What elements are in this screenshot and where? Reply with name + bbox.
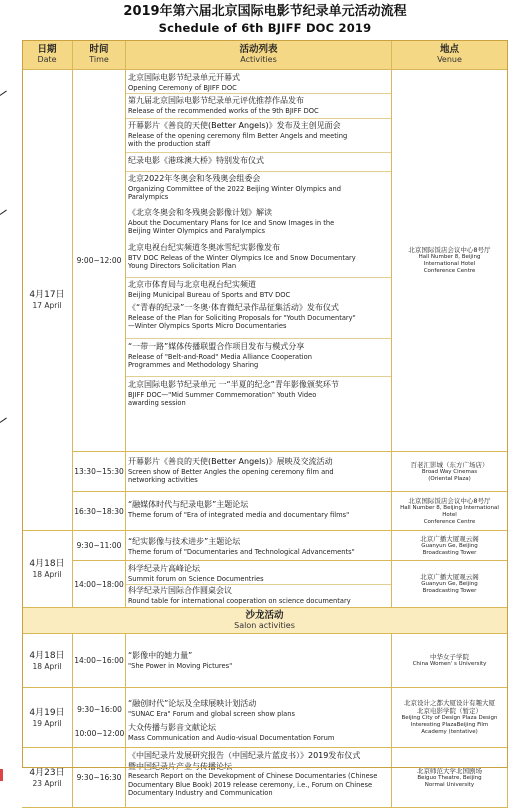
page-title-en: Schedule of 6th BJIFF DOC 2019 bbox=[158, 21, 372, 35]
margin-mark bbox=[0, 91, 7, 96]
activity-item: 《“青春的纪录”一冬奥·体育微纪录作品征集活动》发布仪式 Release of the Plan for Soliciting Proposals for "Youth Documentary" —Winter Olympics Sports Micro Documentaries bbox=[128, 303, 356, 331]
venue-cell: 百老汇影城（东方广场店） Broad Way Cinemas (Oriental Plaza) bbox=[392, 452, 508, 492]
divider bbox=[126, 93, 391, 94]
activities-cell bbox=[126, 634, 392, 688]
divider bbox=[126, 338, 391, 339]
divider bbox=[126, 584, 391, 585]
time-cell: 14:00~16:00 bbox=[73, 634, 126, 688]
time-cell: 9:30~16:00 10:00~12:00 bbox=[73, 688, 126, 748]
time-cell: 9:30~16:30 bbox=[73, 748, 126, 808]
activity-item: 北京市体育局与北京电视台纪实频道 Beijing Municipal Bureau of Sports and BTV DOC bbox=[128, 280, 291, 299]
date-cell: 4月23日 23 April bbox=[22, 748, 73, 808]
margin-mark bbox=[0, 418, 7, 423]
time-cell: 14:00~18:00 bbox=[73, 561, 126, 608]
title-block bbox=[22, 0, 508, 40]
activity-item: 北京2022年冬奥会和冬残奥会组委会 Organizing Committee of the 2022 Beijing Winter Olympics and Paralympics bbox=[128, 174, 342, 202]
activities-cell bbox=[126, 452, 392, 492]
schedule-table bbox=[22, 40, 508, 798]
divider bbox=[126, 152, 391, 153]
margin-mark-red bbox=[0, 769, 3, 781]
venue-cell: 北京广播大厦观云阁 Guanyun Ge, Beijing Broadcasting Tower bbox=[392, 531, 508, 561]
activity-item: “融媒体时代与纪录电影”主题论坛 Theme forum of "Era of integrated media and documentary films" bbox=[128, 500, 350, 519]
activity-item: 开幕影片《善良的天使(Better Angels)》展映及交流活动 Screen show of Better Angles the opening ceremony film and networking activities bbox=[128, 457, 334, 485]
activity-item: 科学纪录片高峰论坛 Summit forum on Science Documentries bbox=[128, 564, 264, 583]
activity-item: 北京电视台纪实频道冬奥冰雪纪实影像发布 BTV DOC Releas of the Winter Olympics Ice and Snow Documentary Young Directors Solicitation Plan bbox=[128, 243, 356, 271]
activity-item: “纪实影像与技术进步”主题论坛 Theme forum of "Documentaries and Technological Advancements" bbox=[128, 537, 355, 556]
header-time: 时间 Time bbox=[73, 40, 126, 70]
activity-item: 《北京冬奥会和冬残奥会影像计划》解读 About the Documentary Plans for Ice and Snow Images in the Beijing Winter Olympics and Paralympics bbox=[128, 208, 335, 236]
date-cell: 4月18日 18 April bbox=[22, 531, 73, 608]
activities-cell bbox=[126, 531, 392, 561]
activity-item: 开幕影片《善良的天使(Better Angels)》发布及主创见面会 Release of the opening ceremony film Better Angels and meeting with the production staff bbox=[128, 121, 348, 149]
time-cell: 9:00~12:00 bbox=[73, 70, 126, 452]
time-cell: 9:30~11:00 bbox=[73, 531, 126, 561]
activities-cell bbox=[126, 688, 392, 748]
venue-cell: 北京国际饭店会议中心8号厅 Hall Number 8, Beijing International Hotel Conference Centre bbox=[392, 492, 508, 531]
venue-cell: 北京国际饭店会议中心8号厅 Hall Number 8, Beijing International Hotel Conference Centre bbox=[392, 70, 508, 452]
date-cell: 4月17日 17 April bbox=[22, 70, 73, 531]
activity-item: “融创时代”论坛及全球展映计划活动 "SUNAC Era" Forum and global screen show plans bbox=[128, 699, 295, 718]
divider bbox=[126, 376, 391, 377]
activity-item: 北京国际电影节纪录单元 一“半夏的纪念”青年影像颁奖环节 BJIFF DOC—"Mid Summer Commemoration" Youth Video awarding session bbox=[128, 380, 339, 408]
divider bbox=[126, 118, 391, 119]
venue-cell: 北京设计之都大厦设计有趣大厦 北京电影学院（暂定） Beijing City of Design Plaza Design Interesting PlazaBeijing Film Academy (tentative) bbox=[392, 688, 508, 748]
venue-cell: 北京广播大厦观云阁 Guanyun Ge, Beijing Broadcasting Tower bbox=[392, 561, 508, 608]
activities-cell bbox=[126, 561, 392, 608]
salon-band: 沙龙活动 Salon activities bbox=[22, 608, 508, 634]
activities-cell bbox=[126, 492, 392, 531]
venue-cell: 北京师范大学北国剧场 Beiguo Theatre, Beijing Normal University bbox=[392, 748, 508, 808]
divider bbox=[126, 171, 391, 172]
date-cell: 4月18日 18 April bbox=[22, 634, 73, 688]
page-title: 2019年第六届北京国际电影节纪录单元活动流程 bbox=[123, 4, 407, 19]
activities-cell bbox=[126, 748, 392, 808]
date-cell: 4月19日 19 April bbox=[22, 688, 73, 748]
time-cell: 13:30~15:30 bbox=[73, 452, 126, 492]
divider bbox=[126, 277, 391, 278]
time-cell: 16:30~18:30 bbox=[73, 492, 126, 531]
venue-cell: 中华女子学院 China Women' s University bbox=[392, 634, 508, 688]
activity-item: “影像中的她力量” "She Power in Moving Pictures" bbox=[128, 651, 233, 670]
activity-item: 大众传播与影音文献论坛 Mass Communication and Audio-visual Documentation Forum bbox=[128, 723, 335, 742]
header-venue: 地点 Venue bbox=[392, 40, 508, 70]
activity-item: 北京国际电影节纪录单元开幕式 Opening Ceremony of BJIFF DOC bbox=[128, 73, 240, 92]
header-date: 日期 Date bbox=[22, 40, 73, 70]
activity-item: “一带一路”媒体传播联盟合作项目发布与模式分享 Release of "Belt-and-Road" Media Alliance Cooperation Programmes and Methodology Sharing bbox=[128, 342, 312, 370]
header-activities: 活动列表 Activities bbox=[126, 40, 392, 70]
activity-item: 科学纪录片国际合作圆桌会议 Round table for international cooperation on science documentary bbox=[128, 586, 351, 605]
activities-cell bbox=[126, 70, 392, 452]
activity-item: 纪录电影《港珠澳大桥》特别发布仪式 bbox=[128, 156, 264, 165]
activity-item: 第九届北京国际电影节纪录单元评优推荐作品发布 Release of the recommended works of the 9th BJIFF DOC bbox=[128, 96, 319, 115]
margin-mark bbox=[0, 210, 7, 215]
activity-item: 《中国纪录片发展研究报告（中国纪录片蓝皮书）》2019发布仪式 暨中国纪录片产业与传播论坛 Research Report on the Devekopment of Chinese Documentaries (Chinese Documentary Blue Book) 2019 release ceremony, i.e., Forum on Chinese Documentary Industry and Communication bbox=[128, 751, 378, 798]
